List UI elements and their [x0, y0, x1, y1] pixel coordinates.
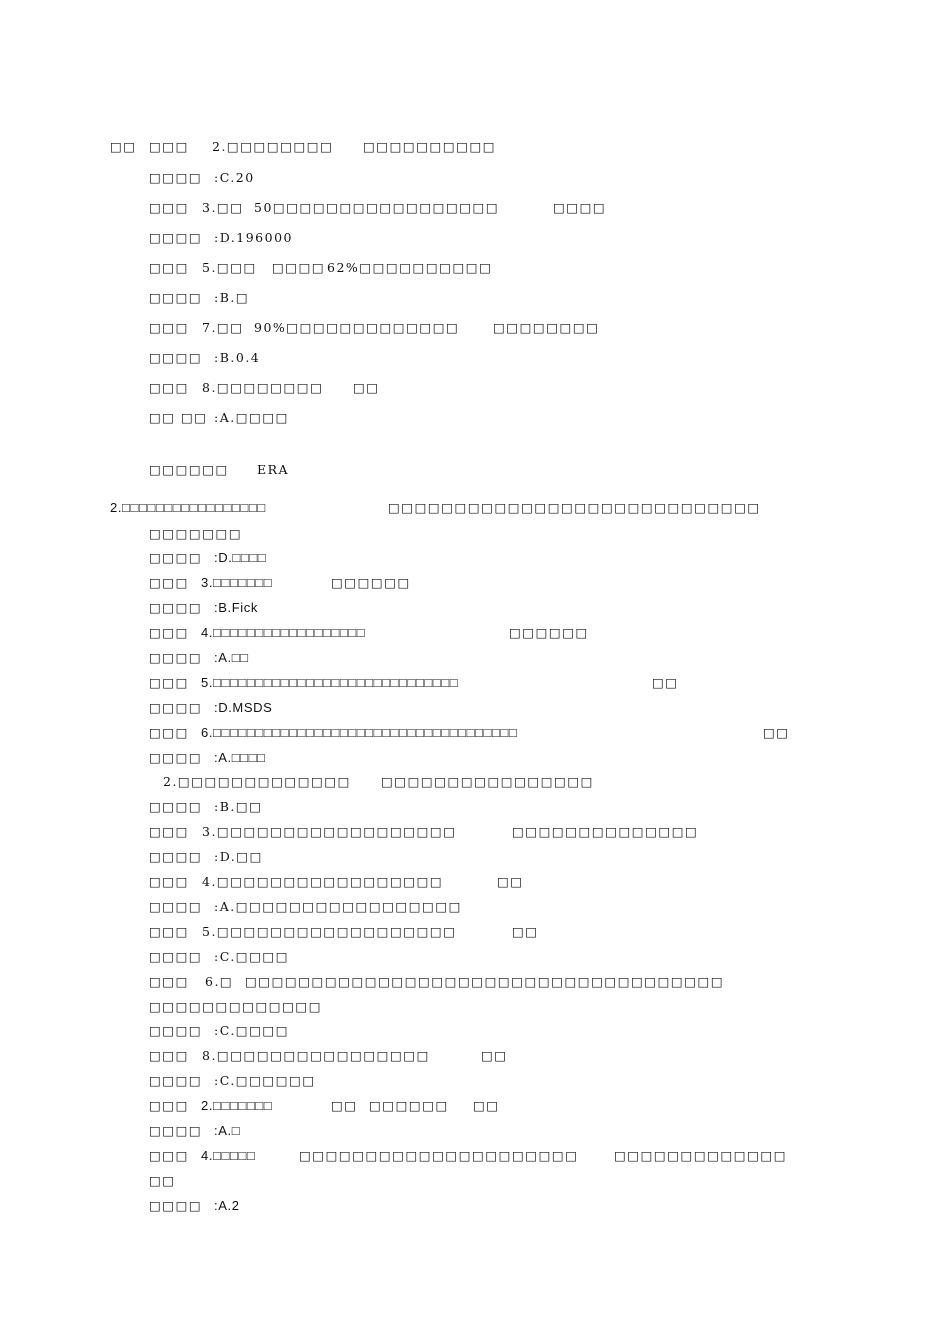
text-segment: □□ — [331, 1098, 358, 1113]
text-segment: □□□□ — [149, 1123, 203, 1138]
text-segment: 6.□ — [205, 974, 234, 989]
text-segment: 62%□□□□□□□□□□ — [327, 260, 493, 275]
text-segment: 7.□□ — [202, 320, 244, 335]
text-segment: :A.□ — [214, 1123, 241, 1138]
text-line — [0, 408, 950, 430]
text-segment: □□□□ — [149, 230, 203, 245]
text-segment: 3.□□□□□□□ — [201, 575, 273, 590]
text-line — [0, 498, 950, 520]
text-segment: ERA — [257, 462, 290, 477]
text-segment: 2.□□□□□□□ — [201, 1098, 273, 1113]
text-segment: 5.□□□□□□□□□□□□□□□□□□□□□□□□□□□□□ — [201, 675, 459, 690]
text-segment: □□□□□□ — [509, 625, 589, 640]
text-segment: □□ — [512, 924, 539, 939]
text-line — [0, 598, 950, 620]
text-line — [0, 168, 950, 190]
text-segment: 3.□□ — [202, 200, 244, 215]
text-line — [0, 288, 950, 310]
text-segment: □□□□□□□□□□□□□□□□□□□□□□□□□□□□ — [388, 500, 761, 515]
text-segment: □□□ — [149, 139, 189, 154]
text-segment: □□□□□□ — [149, 462, 229, 477]
text-segment: □□□□□□□□□□□□□□□□□□□□□□□□□□□□□□□□□□□□ — [245, 974, 725, 989]
text-line — [0, 947, 950, 969]
text-segment: □□□ — [149, 924, 189, 939]
text-segment: □□ — [110, 139, 137, 154]
text-segment: □□ — [353, 380, 380, 395]
text-line — [0, 318, 950, 340]
text-segment: □□□□□□□□□□□□□□□□ — [381, 774, 594, 789]
text-line — [0, 258, 950, 280]
text-line — [0, 1171, 950, 1193]
text-segment: □□ — [497, 874, 524, 889]
text-segment: □□□□ — [149, 290, 203, 305]
text-segment: □□ — [149, 410, 176, 425]
text-segment: 8.□□□□□□□□□□□□□□□□ — [202, 1048, 430, 1063]
text-segment: :D.MSDS — [214, 700, 273, 715]
text-segment: □□□ — [149, 824, 189, 839]
text-line — [0, 972, 950, 994]
text-line — [0, 1021, 950, 1043]
text-line — [0, 822, 950, 844]
text-segment: :A.2 — [214, 1198, 240, 1213]
text-segment: □□□□ — [272, 260, 326, 275]
text-segment: □□ — [763, 725, 790, 740]
text-segment: :A.□□□□□□□□□□□□□□□□□ — [214, 899, 462, 914]
text-line — [0, 1071, 950, 1093]
text-segment: :C.□□□□ — [214, 949, 290, 964]
text-segment: □□□ — [149, 1048, 189, 1063]
text-segment: □□□ — [149, 1148, 189, 1163]
text-line — [0, 378, 950, 400]
text-line — [0, 997, 950, 1019]
text-segment: □□□ — [149, 260, 189, 275]
text-line — [0, 922, 950, 944]
text-line — [0, 137, 950, 159]
text-segment: 5.□□□ — [202, 260, 257, 275]
text-segment: □□□ — [149, 380, 189, 395]
text-line — [0, 548, 950, 570]
text-segment: □□□□ — [553, 200, 607, 215]
text-segment: □□□ — [149, 725, 189, 740]
text-line — [0, 772, 950, 794]
text-segment: □□□□ — [149, 600, 203, 615]
text-segment: □□□□ — [149, 899, 203, 914]
text-line — [0, 460, 950, 482]
text-segment: :A.□□ — [214, 650, 249, 665]
text-segment: 4.□□□□□□□□□□□□□□□□□ — [202, 874, 444, 889]
text-segment: 2.□□□□□□□□□□□□□□□□□ — [110, 500, 266, 515]
text-segment: :D.196000 — [214, 230, 293, 245]
text-segment: 3.□□□□□□□□□□□□□□□□□□ — [202, 824, 457, 839]
text-segment: □□ — [181, 410, 208, 425]
text-line — [0, 1046, 950, 1068]
text-segment: □□ — [652, 675, 679, 690]
text-segment: :A.□□□□ — [214, 410, 289, 425]
text-segment: □□□□ — [149, 700, 203, 715]
text-segment: □□□□□□□□□□□□□□□□□□□□□ — [299, 1148, 579, 1163]
text-line — [0, 228, 950, 250]
text-segment: □□□□ — [149, 799, 203, 814]
text-segment: □□□□□□□□□□□□□□ — [512, 824, 699, 839]
text-segment: □□□□□□□□□□ — [363, 139, 497, 154]
text-segment: 50□□□□□□□□□□□□□□□□□ — [254, 200, 500, 215]
text-segment: 4.□□□□□□□□□□□□□□□□□□ — [201, 625, 366, 640]
text-segment: :B.Fick — [214, 600, 258, 615]
text-segment: 4.□□□□□ — [201, 1148, 256, 1163]
text-segment: :C.20 — [214, 170, 255, 185]
text-line — [0, 623, 950, 645]
text-line — [0, 1146, 950, 1168]
text-segment: □□□□ — [149, 1073, 203, 1088]
text-line — [0, 348, 950, 370]
text-line — [0, 872, 950, 894]
text-segment: □□□□ — [149, 849, 203, 864]
text-segment: □□□□ — [149, 1198, 203, 1213]
text-line — [0, 524, 950, 546]
text-segment: :B.□ — [214, 290, 250, 305]
text-segment: 5.□□□□□□□□□□□□□□□□□□ — [202, 924, 457, 939]
text-segment: □□□□ — [149, 550, 203, 565]
text-segment: :D.□□□□ — [214, 550, 267, 565]
text-segment: □□□□□□ — [369, 1098, 449, 1113]
text-line — [0, 1121, 950, 1143]
text-line — [0, 648, 950, 670]
text-segment: □□□□□□□□□□□□□ — [149, 999, 323, 1014]
text-segment: 2.□□□□□□□□□□□□□ — [163, 774, 351, 789]
text-segment: □□□□ — [149, 750, 203, 765]
text-segment: □□□ — [149, 675, 189, 690]
text-segment: :B.□□ — [214, 799, 263, 814]
text-segment: 8.□□□□□□□□ — [202, 380, 324, 395]
text-segment: □□ — [481, 1048, 508, 1063]
text-line — [0, 673, 950, 695]
text-line — [0, 573, 950, 595]
text-segment: □□□ — [149, 200, 189, 215]
text-segment: □□□ — [149, 625, 189, 640]
text-segment: □□□□ — [149, 650, 203, 665]
text-segment: □□□□□□□ — [149, 526, 243, 541]
text-segment: □□□ — [149, 320, 189, 335]
text-segment: :C.□□□□ — [214, 1023, 290, 1038]
text-segment: 6.□□□□□□□□□□□□□□□□□□□□□□□□□□□□□□□□□□□□ — [201, 725, 518, 740]
text-segment: □□□□□□ — [331, 575, 411, 590]
text-segment: :D.□□ — [214, 849, 263, 864]
text-segment: □□□□□□□□ — [493, 320, 600, 335]
text-line — [0, 1196, 950, 1218]
text-segment: □□□ — [149, 1098, 189, 1113]
text-segment: :B.0.4 — [214, 350, 261, 365]
text-segment: □□ — [473, 1098, 500, 1113]
text-segment: 90%□□□□□□□□□□□□□ — [254, 320, 460, 335]
text-line — [0, 1096, 950, 1118]
text-segment: □□□□ — [149, 1023, 203, 1038]
text-segment: 2.□□□□□□□□ — [212, 139, 334, 154]
text-segment: :C.□□□□□□ — [214, 1073, 316, 1088]
text-line — [0, 748, 950, 770]
text-segment: :A.□□□□ — [214, 750, 266, 765]
text-segment: □□ — [149, 1173, 176, 1188]
text-line — [0, 698, 950, 720]
text-segment: □□□ — [149, 874, 189, 889]
text-line — [0, 797, 950, 819]
text-line — [0, 198, 950, 220]
text-segment: □□□ — [149, 575, 189, 590]
text-line — [0, 723, 950, 745]
text-line — [0, 897, 950, 919]
text-segment: □□□□□□□□□□□□□ — [614, 1148, 788, 1163]
text-segment: □□□□ — [149, 350, 203, 365]
text-line — [0, 847, 950, 869]
text-segment: □□□ — [149, 974, 189, 989]
text-segment: □□□□ — [149, 949, 203, 964]
text-segment: □□□□ — [149, 170, 203, 185]
